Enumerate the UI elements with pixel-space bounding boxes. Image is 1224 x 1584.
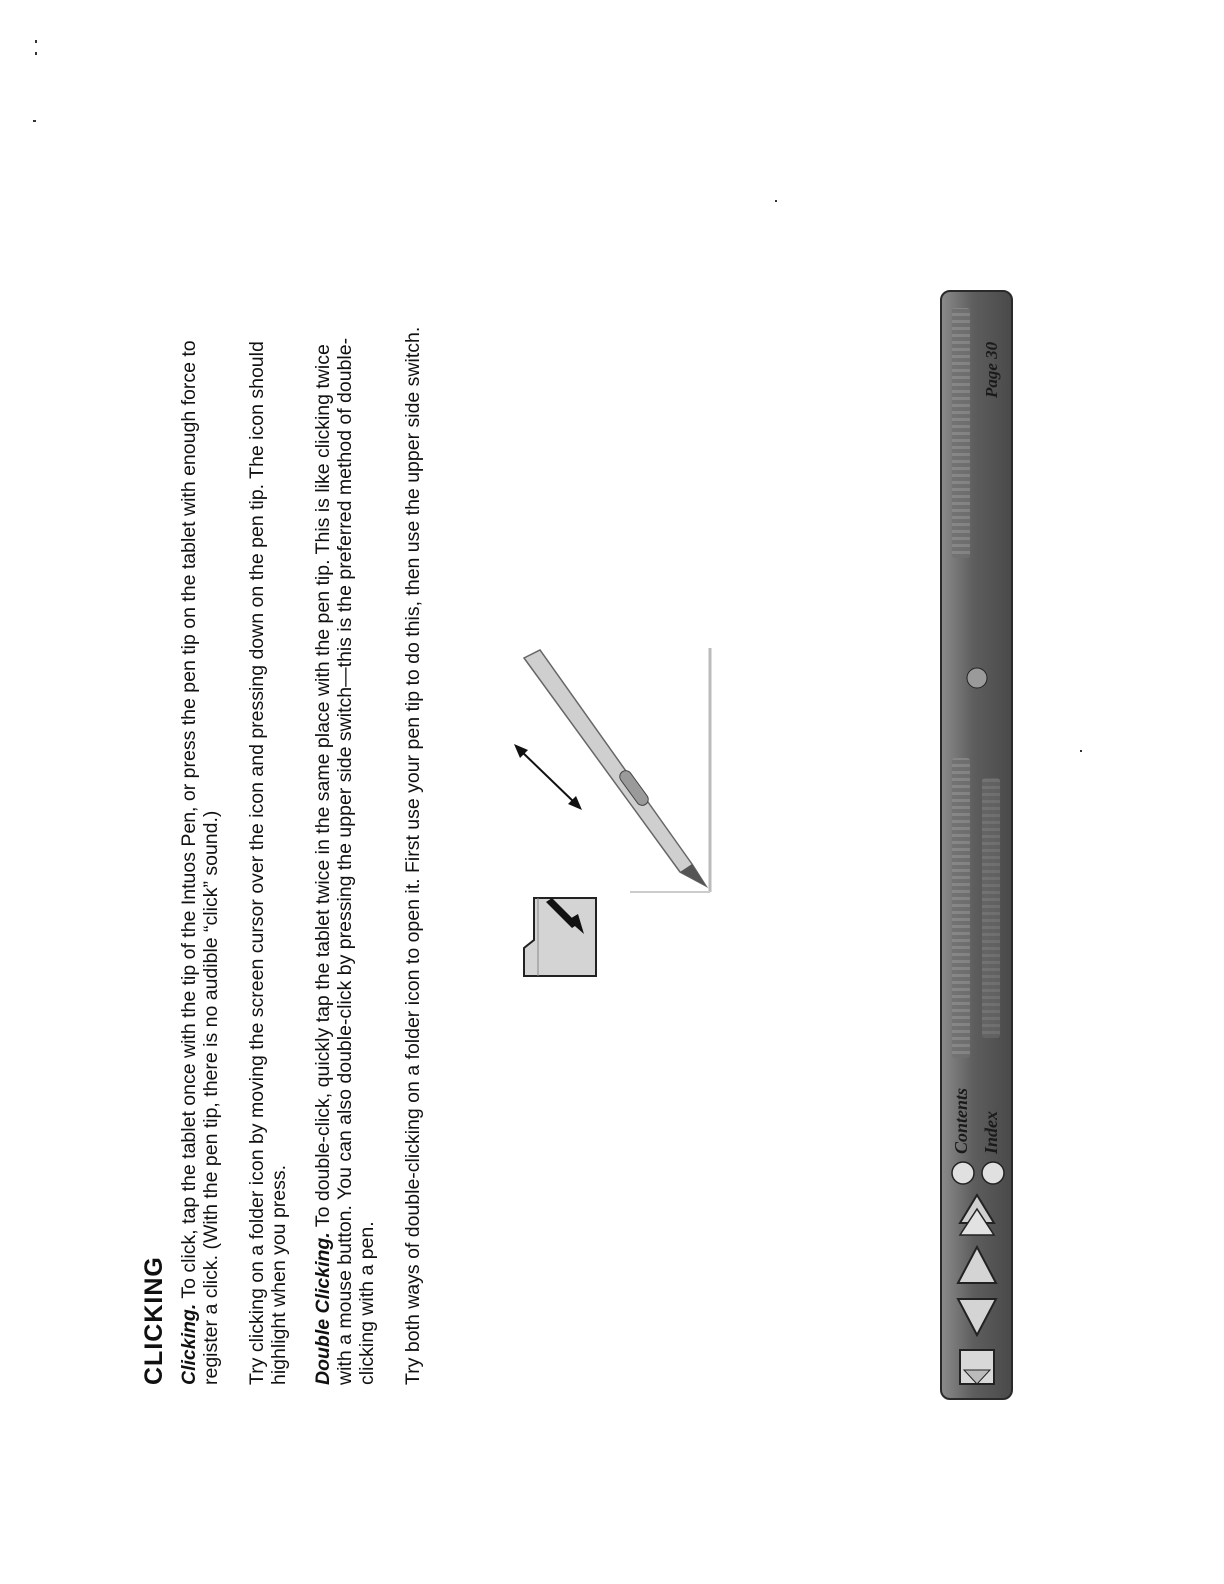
previous-page-icon — [952, 1291, 1002, 1339]
breadcrumb-path-secondary — [982, 778, 1000, 1038]
paragraph-double-clicking — [312, 315, 378, 1385]
double-arrow-icon — [514, 744, 582, 810]
contents-icon — [950, 1160, 976, 1186]
next-page-icon — [952, 1243, 1002, 1291]
pen-illustration — [510, 640, 730, 900]
topic-button[interactable] — [950, 658, 1004, 698]
clicking-text: To click, tap the tablet once with the tip of the Intuos Pen, or press the pen tip on the tablet with enough force to register a click. (With the pen tip, there is no audible “click” sound.) — [178, 340, 222, 1385]
double-clicking-text: To double-click, quickly tap the tablet twice in the same place with the pen tip. This is like clicking twice with a mouse button. You can also double-click by pressing the upper side switch—this is the preferred method of double-clicking with a pen. — [312, 337, 378, 1385]
term-double-clicking: Double Clicking. — [312, 1232, 334, 1385]
page-title: CLICKING — [140, 1256, 168, 1385]
back-button[interactable] — [950, 1190, 1004, 1240]
next-page-button[interactable] — [950, 1242, 1004, 1292]
page-content — [140, 250, 1020, 1400]
breadcrumb-path — [952, 758, 970, 1058]
navigation-toolbar — [940, 290, 1013, 1400]
try-double-clicking-text: Try both ways of double-clicking on a folder icon to open it. First use your pen tip to do this, then use the upper side switch. — [402, 326, 424, 1385]
index-icon — [980, 1160, 1006, 1186]
term-clicking: Clicking. — [178, 1303, 200, 1385]
paragraph-try-double-clicking — [402, 315, 424, 1385]
try-clicking-text: Try clicking on a folder icon by moving the screen cursor over the icon and pressing down on the pen tip. The icon should highlight when you press. — [246, 341, 290, 1385]
index-label: Index — [981, 1110, 1001, 1154]
contents-label: Contents — [951, 1087, 971, 1154]
previous-page-button[interactable] — [950, 1290, 1004, 1340]
section-title — [952, 308, 970, 558]
page-number: Page 30 — [982, 341, 1001, 398]
paragraph-clicking — [178, 315, 222, 1385]
back-icon — [952, 1191, 1002, 1239]
home-button[interactable] — [950, 1342, 1004, 1392]
paragraph-try-clicking — [246, 315, 290, 1385]
home-icon — [952, 1344, 1002, 1390]
pen-icon — [510, 640, 730, 900]
topic-icon — [957, 663, 997, 693]
